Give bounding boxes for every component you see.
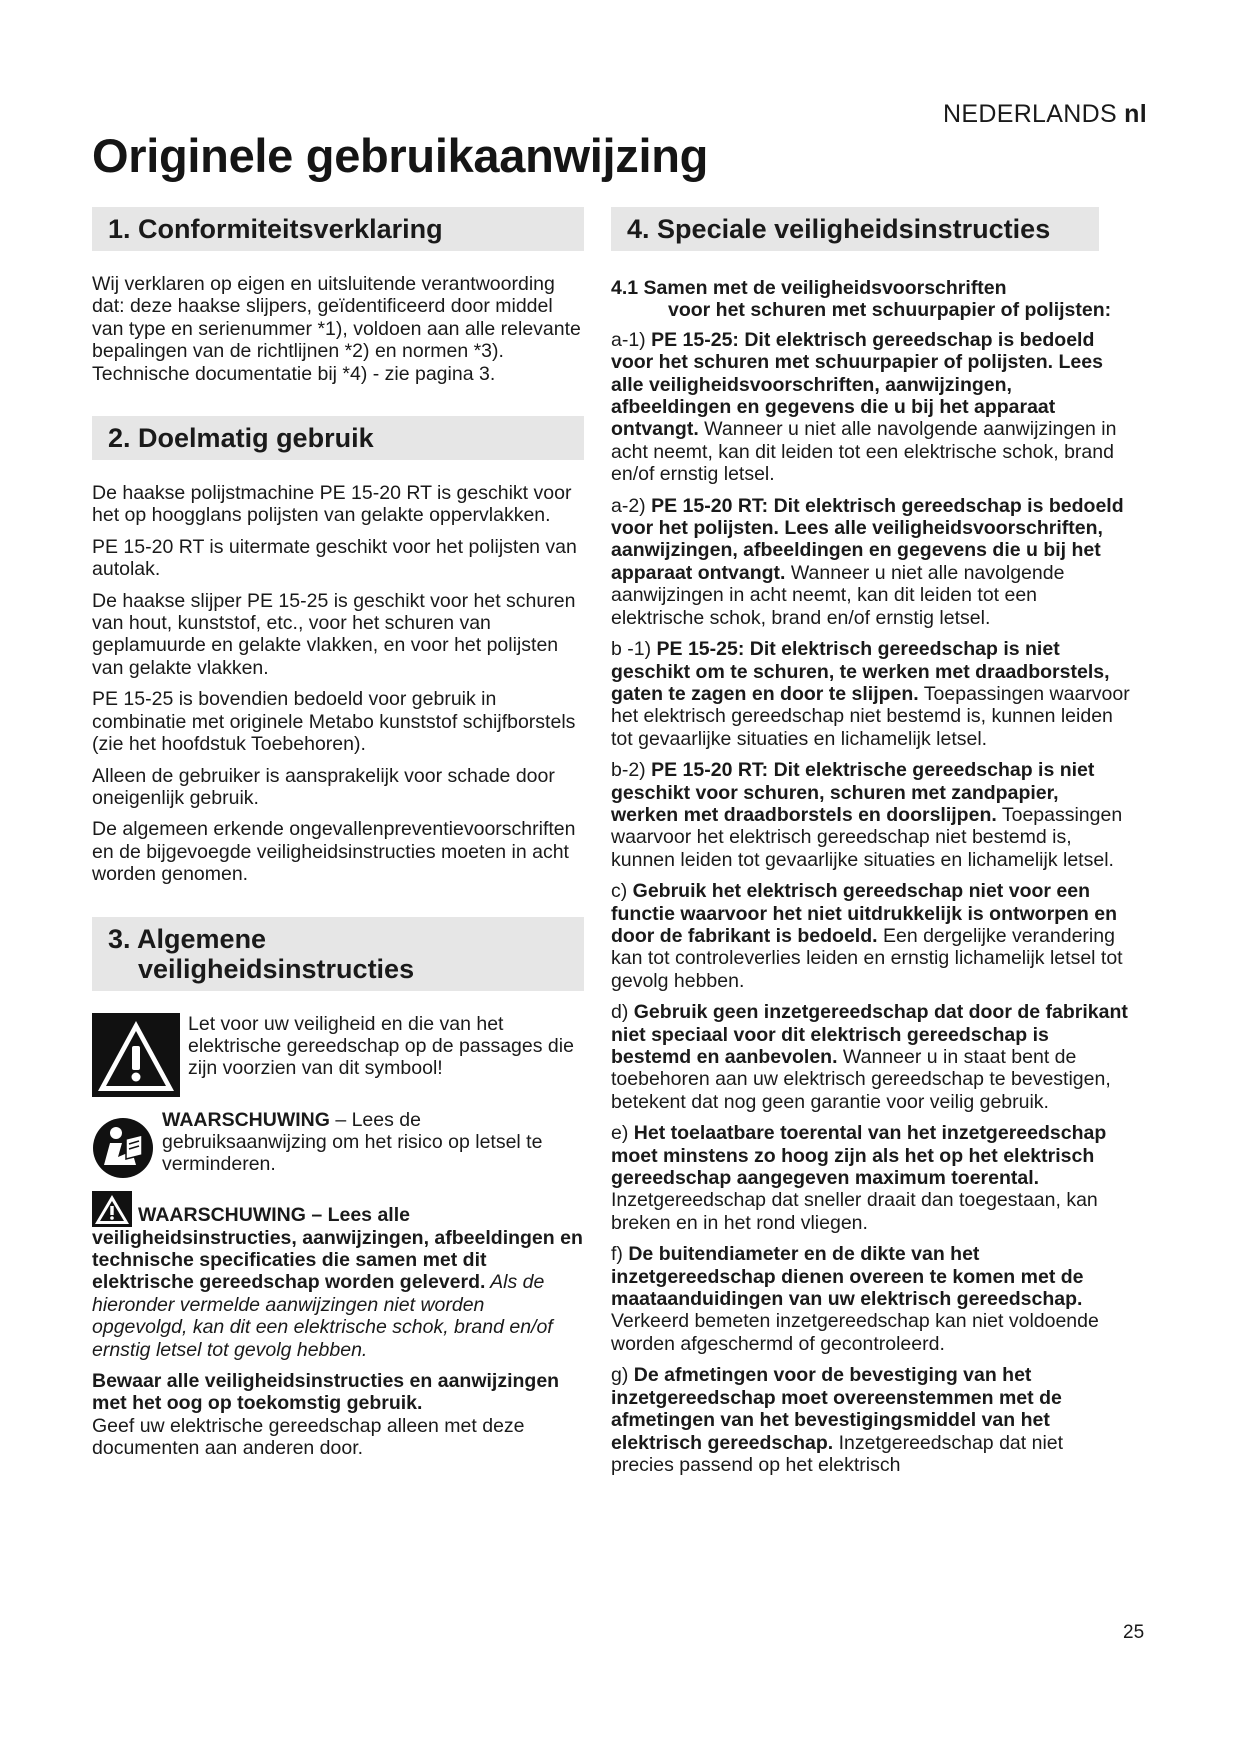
intended-use-p1: De haakse polijstmachine PE 15-20 RT is geschikt voor het op hoogglans polijsten van gelakte oppervlakken. — [92, 482, 572, 527]
intended-use-p2: PE 15-20 RT is uitermate geschikt voor het polijsten van autolak. — [92, 535, 577, 581]
instruction-e-bold: Het toelaatbare toerental van het inzetgereedschap moet minstens zo hoog zijn als het op het elektrisch gereedschap aangegeven maximum toerental. — [611, 1122, 1107, 1190]
instruction-b1-bold: PE 15-25: Dit elektrisch gereedschap is niet geschikt om te schuren, te werken met draadborstels, gaten te zagen en door te slijpen. — [611, 638, 1110, 705]
instruction-b1-text: Toepassingen waarvoor het elektrisch gereedschap niet bestemd is, kunnen leiden tot gevaarlijke situaties en lichamelijk letsel. — [611, 682, 1130, 750]
section-3-title-line2: veiligheidsinstructies — [138, 953, 415, 984]
general-warning-bold: WAARSCHUWING – Lees alle veiligheidsinstructies, aanwijzingen, afbeeldingen en technische specificaties die samen met dit elektrische gereedschap worden geleverd. — [92, 1203, 583, 1294]
section-3-title-line1: Algemene — [137, 923, 267, 954]
read-manual-warning: WAARSCHUWING — [162, 1108, 330, 1131]
section-2-heading — [92, 416, 584, 460]
instruction-a1-bold: PE 15-25: Dit elektrisch gereedschap is bedoeld voor het schuren met schuurpapier of polijsten. Lees alle veiligheidsvoorschriften, aanwijzingen, afbeeldingen en gegevens die u bij het apparaat ontvangt. — [611, 328, 1103, 441]
instruction-f-label: f) — [611, 1243, 629, 1266]
instruction-f-bold: De buitendiameter en de dikte van het inzetgereedschap dienen overeen te komen met de maataanduidingen van uw elektrisch gereedschap. — [611, 1243, 1084, 1311]
section-4-number: 4. — [627, 214, 650, 244]
language-label — [943, 100, 1147, 129]
language-code: nl — [1124, 100, 1147, 128]
instruction-b1 — [611, 638, 1131, 750]
intended-use-p5: Alleen de gebruiker is aansprakelijk voor schade door oneigenlijk gebruik. — [92, 764, 555, 809]
instruction-d-label: d) — [611, 1001, 634, 1024]
instruction-c-label: c) — [611, 880, 633, 903]
instruction-d-bold: Gebruik geen inzetgereedschap dat door de fabrikant niet speciaal voor dit elektrisch gereedschap is bestemd en aanbevolen. — [611, 1001, 1128, 1068]
instruction-f — [611, 1243, 1131, 1355]
intended-use-p6: De algemeen erkende ongevallenpreventievoorschriften en de bijgevoegde veiligheidsinstructies moeten in acht worden genomen. — [92, 818, 576, 886]
read-manual-icon — [92, 1117, 154, 1179]
instruction-d-text: Wanneer u in staat bent de toebehoren aan uw elektrisch gereedschap te bevestigen, betekent dat nog geen garantie voor veilig gebruik. — [611, 1046, 1111, 1113]
warning-triangle-icon — [92, 1013, 180, 1097]
instruction-a1 — [611, 329, 1131, 486]
section-4-heading — [611, 207, 1099, 251]
instruction-a2 — [611, 495, 1131, 629]
instruction-f-text: Verkeerd bemeten inzetgereedschap kan niet voldoende worden afgeschermd of gecontroleerd. — [611, 1310, 1099, 1355]
section-1-title: Conformiteitsverklaring — [138, 214, 443, 244]
instruction-d — [611, 1001, 1131, 1113]
instruction-e-label: e) — [611, 1122, 634, 1145]
instruction-b1-label: b -1) — [611, 638, 657, 661]
section-1-heading — [92, 207, 584, 251]
instruction-g-bold: De afmetingen voor de bevestiging van het inzetgereedschap moet overeenstemmen met de afmetingen van het bevestigingsmiddel van het elektrisch gereedschap. — [611, 1364, 1062, 1454]
section-3-number: 3. — [108, 923, 131, 954]
subsection-4-1-line2: voor het schuren met schuurpapier of polijsten: — [668, 299, 1112, 322]
section-1-number: 1. — [108, 214, 131, 244]
subsection-4-1-number: 4.1 — [611, 277, 639, 299]
general-warning-italic: Als de hieronder vermelde aanwijzingen niet worden opgevolgd, kan dit een elektrische schok, brand en/of ernstig letsel tot gevolg hebben. — [92, 1271, 553, 1361]
conformity-text: Wij verklaren op eigen en uitsluitende verantwoording dat: deze haakse slijpers, geïdentificeerd door middel van type en serienummer *1), voldoen aan alle relevante bepalingen van de richtlijnen *2) en normen *3). Technische documentatie bij *4) - zie pagina 3. — [92, 273, 581, 385]
read-manual-text — [162, 1109, 584, 1179]
warning-symbol-block — [92, 1013, 584, 1097]
instruction-c-text: Een dergelijke verandering kan tot controleverlies leiden en ernstig lichamelijk letsel tot gevolg hebben. — [611, 924, 1123, 992]
keep-instructions-paragraph — [92, 1370, 584, 1460]
keep-instructions-bold: Bewaar alle veiligheidsinstructies en aanwijzingen met het oog op toekomstig gebruik. — [92, 1369, 560, 1415]
symbol-explanation: Let voor uw veiligheid en die van het elektrische gereedschap op de passages die zijn voorzien van dit symbool! — [188, 1012, 574, 1080]
subsection-4-1-line1: Samen met de veiligheidsvoorschriften — [643, 277, 1007, 299]
instruction-a1-text: Wanneer u niet alle navolgende aanwijzingen in acht neemt, kan dit leiden tot een elektrische schok, brand en/of ernstig letsel. — [611, 418, 1117, 486]
instruction-a2-bold: PE 15-20 RT: Dit elektrisch gereedschap is bedoeld voor het polijsten. Lees alle veiligheidsvoorschriften, aanwijzingen, afbeeldingen en gegevens die u bij het apparaat ontvangt. — [611, 494, 1124, 584]
instruction-a2-text: Wanneer u niet alle navolgende aanwijzingen in acht neemt, kan dit leiden tot een elektrische schok, brand en/of ernstig letsel. — [611, 561, 1065, 629]
warning-triangle-small-icon — [92, 1191, 132, 1227]
section-2-number: 2. — [108, 423, 131, 454]
instruction-b2 — [611, 759, 1131, 871]
instruction-g-label: g) — [611, 1364, 634, 1387]
instruction-e-text: Inzetgereedschap dat sneller draait dan toegestaan, kan breken en in het rond vliegen. — [611, 1189, 1098, 1234]
instruction-c-bold: Gebruik het elektrisch gereedschap niet voor een functie waarvoor het niet uitdrukkelijk is ontworpen en door de fabrikant is bedoeld. — [611, 880, 1118, 947]
instruction-a2-label: a-2) — [611, 494, 652, 517]
instruction-b2-text: Toepassingen waarvoor het elektrisch gereedschap niet bestemd is, kunnen leiden tot gevaarlijke situaties en lichamelijk letsel. — [611, 803, 1123, 871]
section-2-title: Doelmatig gebruik — [138, 423, 374, 454]
keep-instructions-text: Geef uw elektrische gereedschap alleen met deze documenten aan anderen door. — [92, 1414, 525, 1460]
section-4-title: Speciale veiligheidsinstructies — [657, 214, 1051, 244]
intended-use-p3: De haakse slijper PE 15-25 is geschikt voor het schuren van hout, kunststof, etc., voor het schuren van geplamuurde en gelakte vlakken, en voor het polijsten van gelakte vlakken. — [92, 589, 576, 679]
instruction-g-text: Inzetgereedschap dat niet precies passend op het elektrisch — [611, 1431, 1064, 1476]
instruction-g — [611, 1364, 1131, 1476]
page-number: 25 — [1123, 1622, 1145, 1643]
read-manual-body: – Lees de gebruiksaanwijzing om het risico op letsel te verminderen. — [162, 1108, 543, 1176]
intended-use-p4: PE 15-25 is bovendien bedoeld voor gebruik in combinatie met originele Metabo kunststof schijfborstels (zie het hoofdstuk Toebehoren). — [92, 688, 576, 756]
instruction-e — [611, 1122, 1131, 1234]
instruction-a1-label: a-1) — [611, 328, 652, 351]
right-column — [611, 207, 1131, 1485]
instruction-b2-bold: PE 15-20 RT: Dit elektrische gereedschap is niet geschikt voor schuren, schuren met zandpapier, werken met draadborstels en doorslijpen. — [611, 759, 1095, 826]
read-manual-block — [92, 1109, 584, 1179]
instruction-c — [611, 880, 1131, 992]
page-title: Originele gebruikaanwijzing — [92, 129, 709, 182]
section-3-heading — [92, 917, 584, 991]
instruction-b2-label: b-2) — [611, 759, 652, 782]
left-column — [92, 207, 584, 1469]
subsection-4-1-heading — [611, 277, 1131, 322]
general-warning-paragraph — [92, 1191, 584, 1361]
language-name: NEDERLANDS — [943, 100, 1117, 128]
